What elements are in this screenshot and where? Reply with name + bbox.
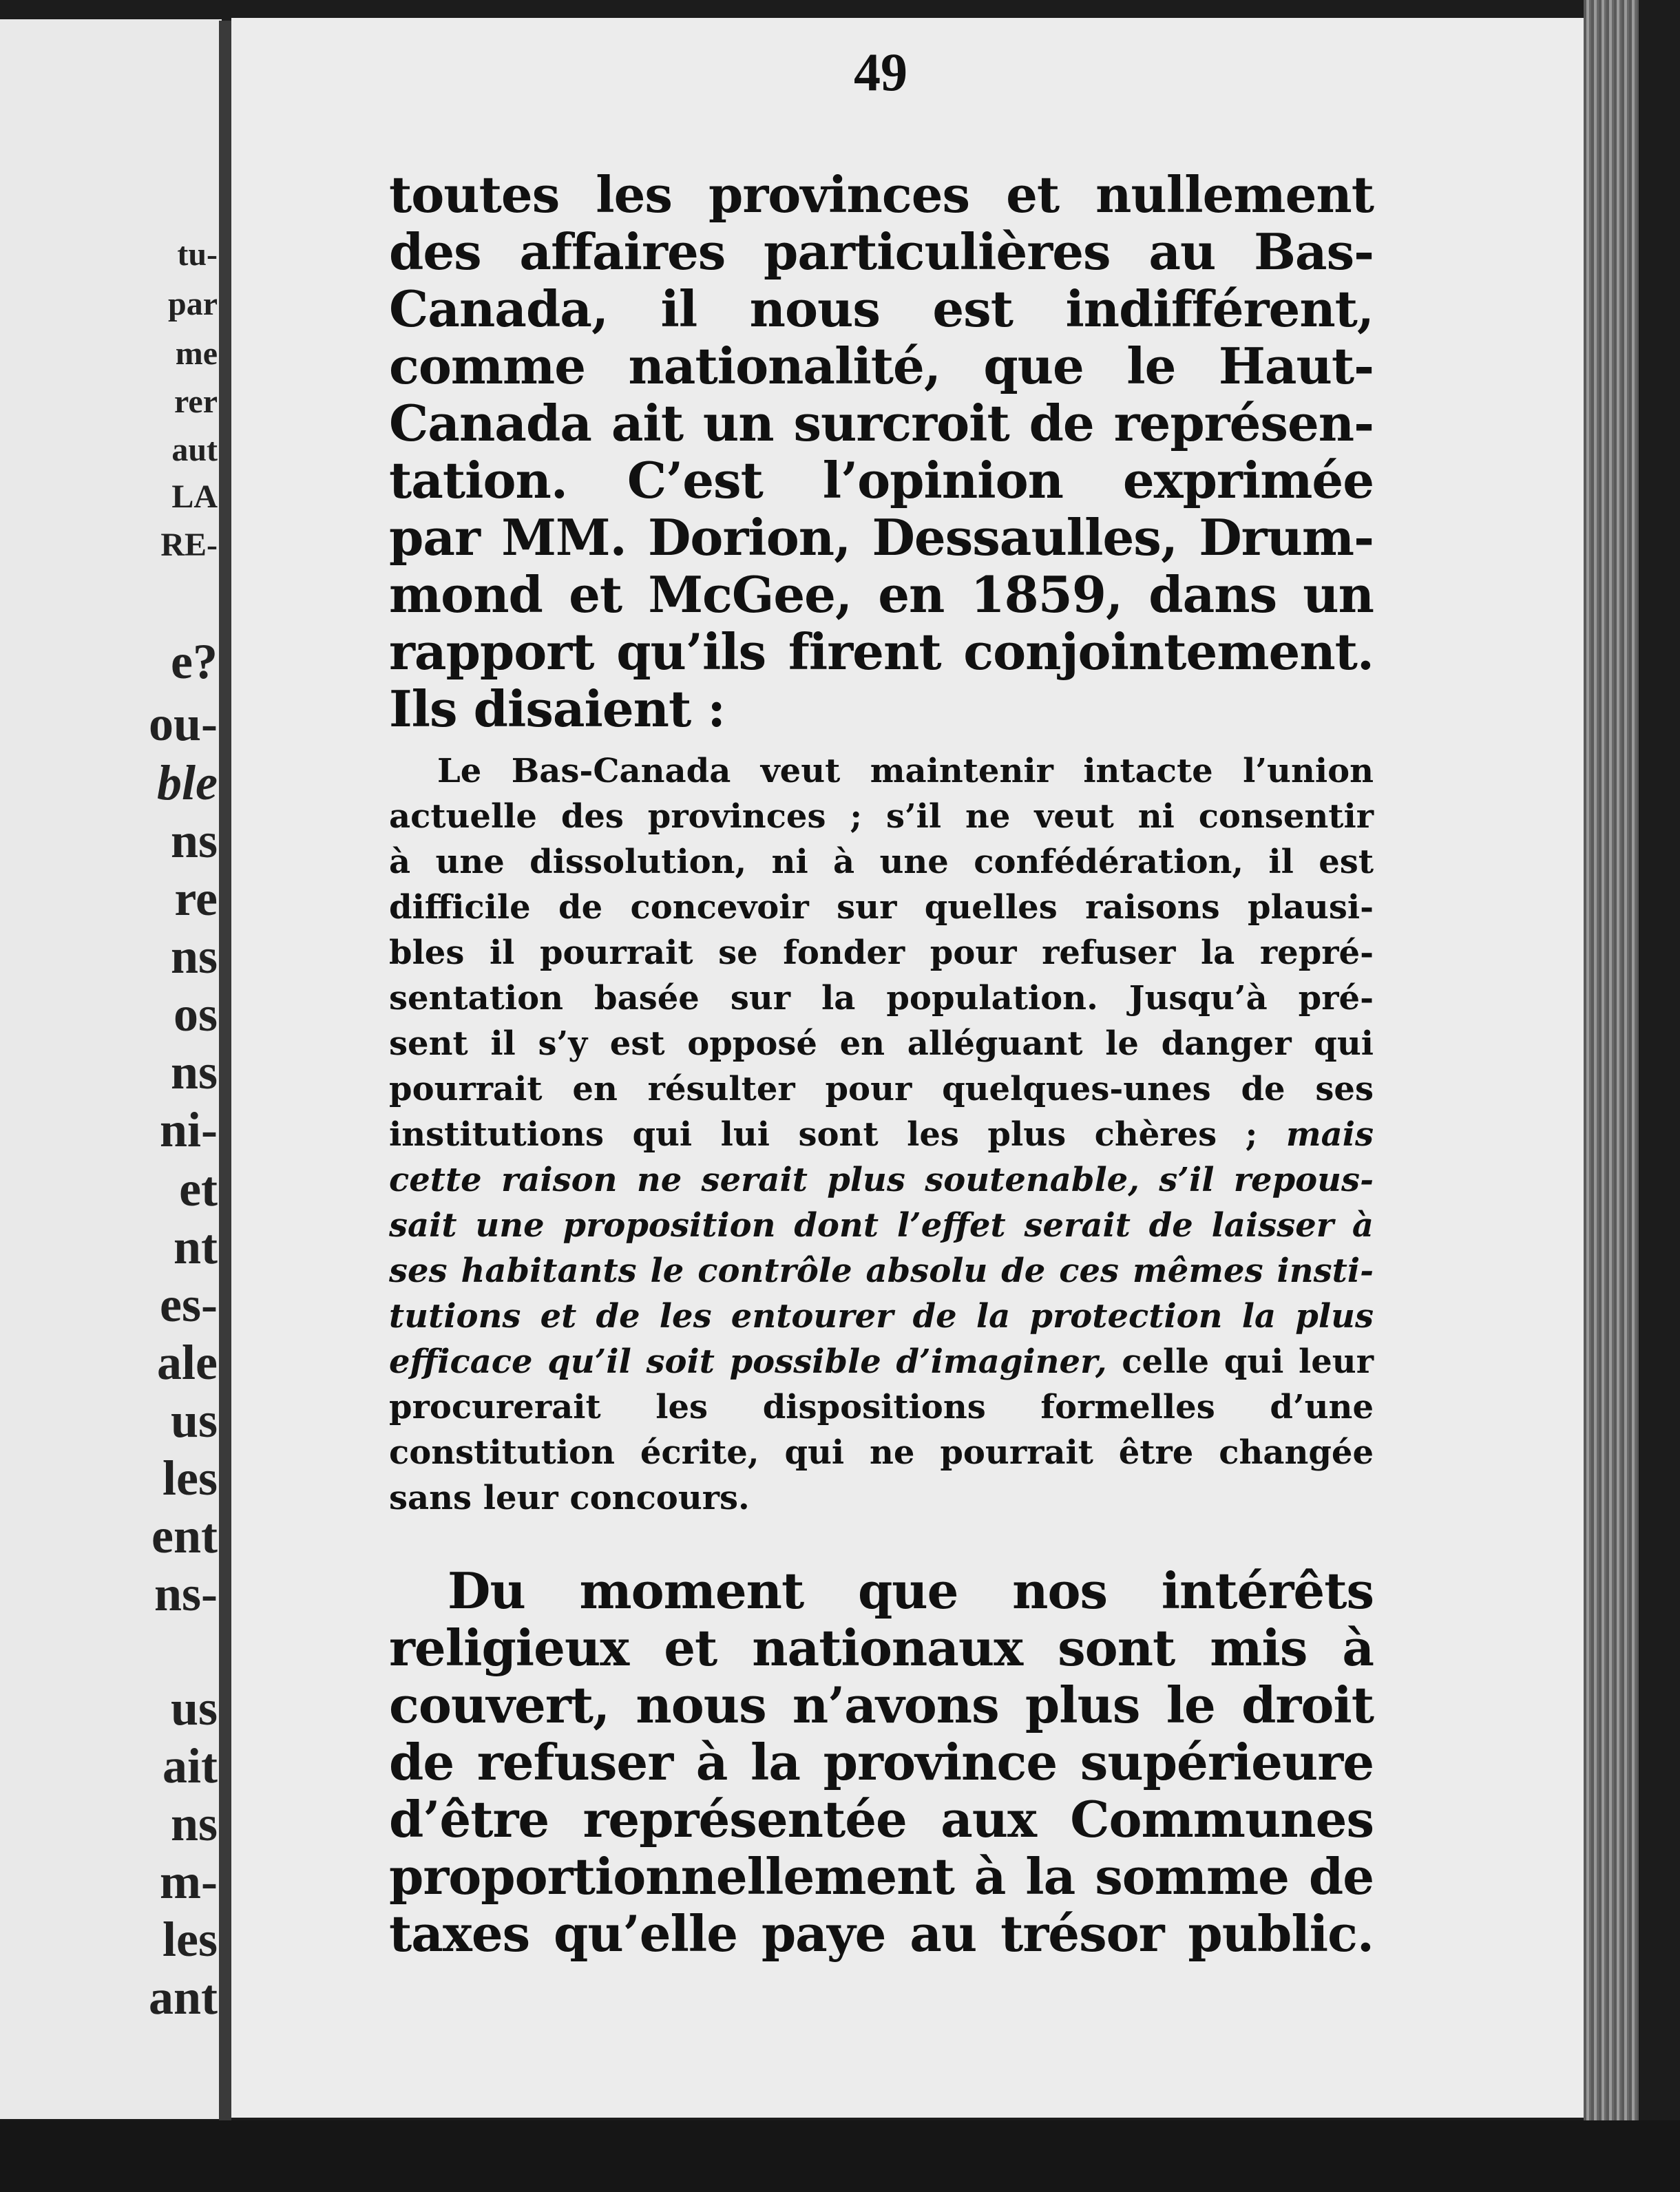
left-page-fragment: les <box>162 1451 218 1506</box>
quote-line: sent il s’y est opposé en alléguant le danger qui <box>389 1024 1374 1063</box>
left-page-fragment: ble <box>157 755 218 810</box>
body-line: des affaires particulières au Bas- <box>389 222 1374 281</box>
quote-line: procurerait les dispositions formelles d’une <box>389 1388 1374 1426</box>
left-page-fragment: us <box>170 1680 218 1736</box>
left-page-fragment: ale <box>157 1335 218 1390</box>
left-page-fragment: es- <box>160 1277 218 1332</box>
page-edge <box>1584 0 1639 2169</box>
left-page-fragment: tu- <box>177 236 218 273</box>
left-page-fragment: ent <box>151 1508 218 1563</box>
left-page <box>0 19 222 2119</box>
quote-italic-line: tutions et de les entourer de la protection la plus <box>389 1297 1374 1336</box>
quote-line: difficile de concevoir sur quelles raisons plausi- <box>389 888 1374 927</box>
left-page-fragment: et <box>179 1161 218 1216</box>
left-page-fragment: ns- <box>154 1566 218 1621</box>
quote-line: constitution écrite, qui ne pourrait être changée <box>389 1433 1374 1472</box>
left-page-fragment: me <box>175 335 218 372</box>
quote-line <box>389 1115 1374 1154</box>
quote-italic-text: mais <box>1285 1115 1374 1154</box>
quote-line: à une dissolution, ni à une confédération, il est <box>389 843 1374 881</box>
body-line: tation. C’est l’opinion exprimée <box>389 451 1374 509</box>
left-page-fragment: nt <box>173 1219 218 1274</box>
left-page-fragment: ns <box>170 929 218 984</box>
left-page-fragment: RE- <box>160 527 218 563</box>
left-page-fragment: re <box>174 871 218 926</box>
body-line: couvert, nous n’avons plus le droit <box>389 1676 1374 1734</box>
left-page-fragment: ns <box>170 813 218 868</box>
quote-line: sentation basée sur la population. Jusqu’à pré- <box>389 979 1374 1018</box>
body-line: comme nationalité, que le Haut- <box>389 337 1374 395</box>
left-page-fragment: os <box>173 987 218 1042</box>
quote-text: celle qui leur <box>1122 1342 1374 1381</box>
body-line: mond et McGee, en 1859, dans un <box>389 565 1374 624</box>
left-page-fragment: les <box>162 1912 218 1967</box>
left-page-fragment: ait <box>162 1738 218 1793</box>
left-page-fragment: aut <box>171 432 218 468</box>
left-page-fragment: ant <box>148 1970 218 2025</box>
left-page-fragment: us <box>170 1393 218 1448</box>
quote-line: bles il pourrait se fonder pour refuser la repré- <box>389 934 1374 972</box>
bottom-shadow <box>0 2120 1680 2192</box>
body-line: d’être représentée aux Communes <box>389 1790 1374 1848</box>
body-line: proportionnellement à la somme de <box>389 1847 1374 1906</box>
left-page-fragment: rer <box>174 383 218 420</box>
body-line: de refuser à la province supérieure <box>389 1733 1374 1791</box>
body-line: religieux et nationaux sont mis à <box>389 1619 1374 1677</box>
left-page-fragment: e? <box>171 634 218 689</box>
quote-italic-line: sait une proposition dont l’effet serait de laisser à <box>389 1206 1374 1245</box>
body-line: taxes qu’elle paye au trésor public. <box>389 1904 1374 1963</box>
body-line: Canada ait un surcroit de représen- <box>389 394 1374 452</box>
left-page-fragment: LA <box>171 478 218 515</box>
left-page-fragment: ns <box>170 1044 218 1099</box>
quote-italic-text: efficace qu’il soit possible d’imaginer, <box>389 1342 1107 1381</box>
body-line: par MM. Dorion, Dessaulles, Drum- <box>389 508 1374 567</box>
quote-text: institutions qui lui sont les plus chères ; <box>389 1115 1258 1154</box>
body-line: Ils disaient : <box>389 679 725 738</box>
page-number: 49 <box>854 42 907 102</box>
body-line: toutes les provinces et nullement <box>389 165 1374 224</box>
quote-line: actuelle des provinces ; s’il ne veut ni consentir <box>389 797 1374 836</box>
quote-italic-line: cette raison ne serait plus soutenable, s’il repous- <box>389 1161 1374 1199</box>
quote-italic-line: ses habitants le contrôle absolu de ces mêmes insti- <box>389 1252 1374 1290</box>
left-page-fragment: m- <box>160 1854 218 1909</box>
quote-line: Le Bas-Canada veut maintenir intacte l’union <box>437 752 1374 790</box>
gutter-line <box>219 21 231 2120</box>
quote-line: pourrait en résulter pour quelques-unes de ses <box>389 1070 1374 1108</box>
body-line: Du moment que nos intérêts <box>448 1561 1374 1620</box>
left-page-fragment: ni- <box>159 1102 218 1157</box>
left-page-fragment: ns <box>170 1796 218 1851</box>
quote-line: sans leur concours. <box>389 1479 750 1517</box>
body-line: Canada, il nous est indifférent, <box>389 280 1374 338</box>
left-page-fragment: ou- <box>148 696 218 751</box>
quote-line <box>389 1342 1374 1381</box>
left-page-fragment: par <box>168 286 218 322</box>
body-line: rapport qu’ils firent conjointement. <box>389 622 1374 681</box>
